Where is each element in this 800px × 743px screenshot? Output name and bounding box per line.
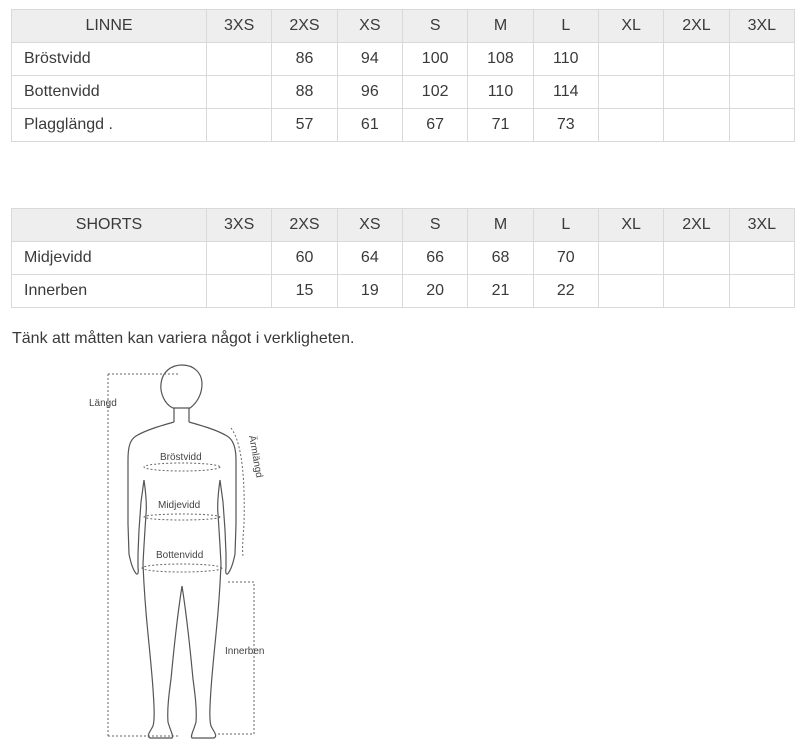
table-header-row — [12, 10, 795, 43]
header-cell: SHORTS — [12, 209, 207, 242]
table-cell — [664, 76, 729, 109]
table-cell — [598, 109, 663, 142]
brostvidd-label: Bröstvidd — [160, 452, 202, 463]
table-cell: 66 — [402, 242, 467, 275]
body-measurement-diagram — [89, 364, 288, 743]
table-cell — [207, 242, 272, 275]
innerben-label: Innerben — [225, 646, 265, 657]
shorts-size-table — [11, 208, 795, 308]
table-cell — [598, 76, 663, 109]
header-cell: M — [468, 209, 533, 242]
table-row — [12, 76, 795, 109]
table-cell: 110 — [468, 76, 533, 109]
table-cell: 67 — [402, 109, 467, 142]
table-cell: 22 — [533, 275, 598, 308]
table-cell — [729, 43, 794, 76]
header-cell: 2XL — [664, 10, 729, 43]
table-cell — [207, 109, 272, 142]
table-cell: 71 — [468, 109, 533, 142]
header-cell: 2XL — [664, 209, 729, 242]
midjevidd-label: Midjevidd — [158, 500, 201, 511]
table-cell: 100 — [402, 43, 467, 76]
table-cell — [664, 43, 729, 76]
header-cell: S — [402, 10, 467, 43]
table-cell: 73 — [533, 109, 598, 142]
table-cell: 70 — [533, 242, 598, 275]
table-cell — [598, 275, 663, 308]
table-cell — [207, 43, 272, 76]
header-cell: XL — [598, 209, 663, 242]
table-cell: 57 — [272, 109, 337, 142]
table-cell — [729, 109, 794, 142]
table-cell: 21 — [468, 275, 533, 308]
table-cell: 108 — [468, 43, 533, 76]
header-cell: 2XS — [272, 10, 337, 43]
table-cell: 19 — [337, 275, 402, 308]
armlangd-label: Ärmlängd — [246, 434, 265, 479]
header-cell: XS — [337, 10, 402, 43]
table-cell — [207, 275, 272, 308]
table-cell: 88 — [272, 76, 337, 109]
table-cell: 94 — [337, 43, 402, 76]
header-cell: XL — [598, 10, 663, 43]
table-cell: 102 — [402, 76, 467, 109]
table-cell: 86 — [272, 43, 337, 76]
header-cell: M — [468, 10, 533, 43]
table-cell: 64 — [337, 242, 402, 275]
header-cell: 3XL — [729, 209, 794, 242]
row-label: Innerben — [12, 275, 207, 308]
header-cell: L — [533, 209, 598, 242]
table-cell: 110 — [533, 43, 598, 76]
table-row — [12, 43, 795, 76]
table-cell — [664, 242, 729, 275]
table-row — [12, 275, 795, 308]
table-cell — [729, 275, 794, 308]
row-label: Bröstvidd — [12, 43, 207, 76]
header-cell: 3XL — [729, 10, 794, 43]
table-row — [12, 109, 795, 142]
table-cell: 96 — [337, 76, 402, 109]
table-cell: 68 — [468, 242, 533, 275]
header-cell: XS — [337, 209, 402, 242]
table-cell: 114 — [533, 76, 598, 109]
table-cell: 61 — [337, 109, 402, 142]
header-cell: 2XS — [272, 209, 337, 242]
row-label: Bottenvidd — [12, 76, 207, 109]
table-cell — [207, 76, 272, 109]
header-cell: S — [402, 209, 467, 242]
table-cell: 15 — [272, 275, 337, 308]
header-cell: 3XS — [207, 10, 272, 43]
header-cell: LINNE — [12, 10, 207, 43]
linne-size-table — [11, 9, 795, 142]
table-cell — [598, 43, 663, 76]
table-cell — [729, 242, 794, 275]
row-label: Midjevidd — [12, 242, 207, 275]
bottenvidd-label: Bottenvidd — [156, 550, 204, 561]
header-cell: 3XS — [207, 209, 272, 242]
measurement-note: Tänk att måtten kan variera något i verkligheten. — [12, 330, 355, 347]
langd-label: Längd — [89, 398, 117, 409]
table-cell — [664, 275, 729, 308]
table-cell — [598, 242, 663, 275]
table-header-row — [12, 209, 795, 242]
table-row — [12, 242, 795, 275]
table-cell — [729, 76, 794, 109]
table-cell: 20 — [402, 275, 467, 308]
header-cell: L — [533, 10, 598, 43]
row-label: Plagglängd . — [12, 109, 207, 142]
table-cell — [664, 109, 729, 142]
table-cell: 60 — [272, 242, 337, 275]
